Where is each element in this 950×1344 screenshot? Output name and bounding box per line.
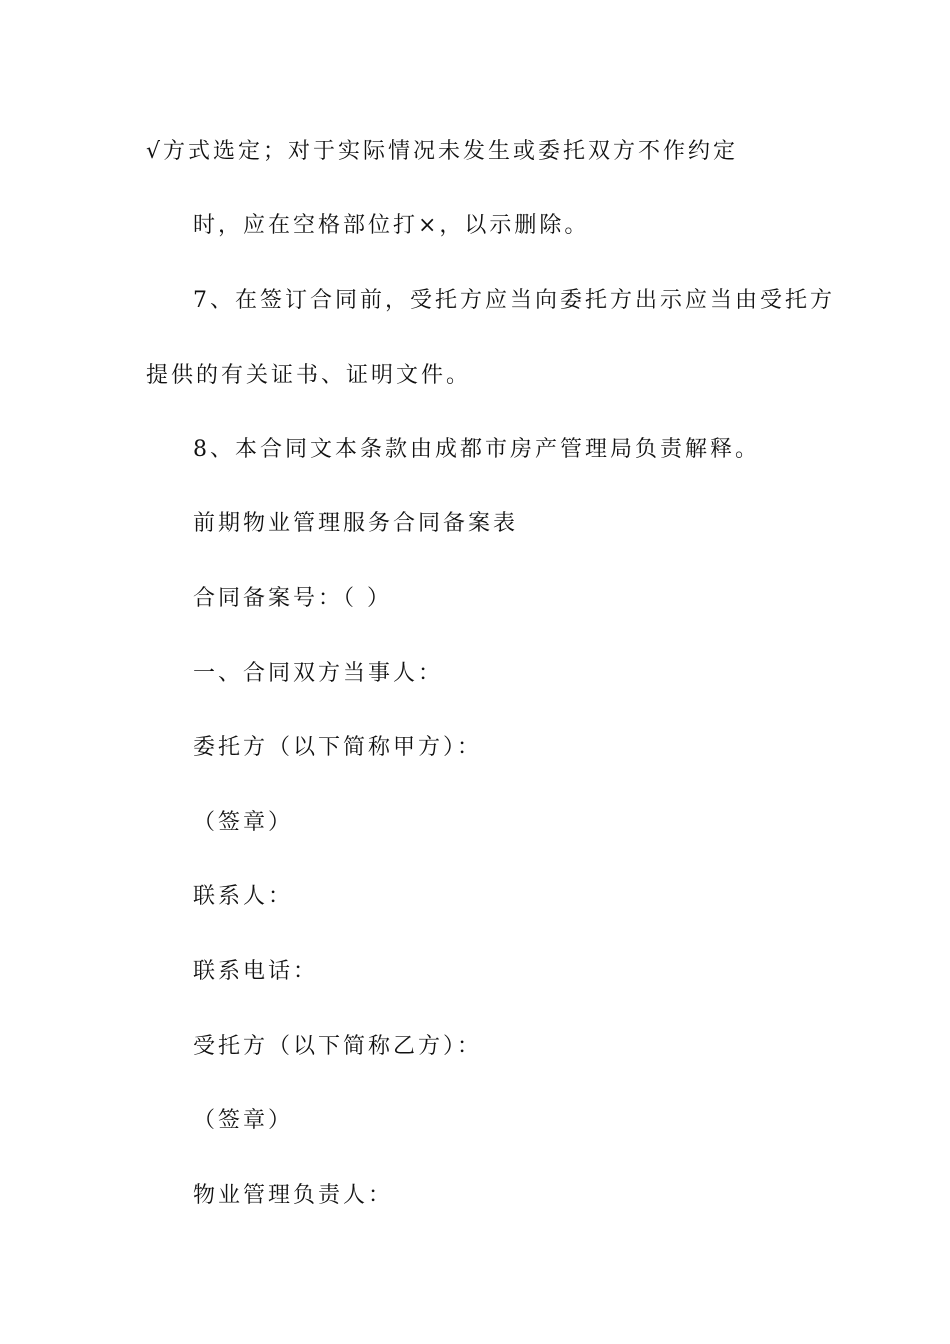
party-a-seal: （签章） [193,810,294,835]
contract-filing-number: 合同备案号：（ ） [193,586,392,611]
paragraph-line: √方式选定；对于实际情况未发生或委托双方不作约定 [146,139,739,164]
paragraph-line: 7、在签订合同前，受托方应当向委托方出示应当由受托方 [193,288,835,313]
paragraph-line: 时，应在空格部位打×，以示删除。 [193,213,590,238]
contact-phone-label: 联系电话： [193,959,319,984]
form-title: 前期物业管理服务合同备案表 [193,511,519,536]
property-manager-label: 物业管理负责人： [193,1183,394,1208]
party-a-label: 委托方（以下简称甲方）： [193,735,483,760]
section-heading: 一、合同双方当事人： [193,661,444,686]
party-b-label: 受托方（以下简称乙方）： [193,1034,483,1059]
paragraph-line: 提供的有关证书、证明文件。 [146,363,472,388]
contact-person-label: 联系人： [193,884,294,909]
paragraph-line: 8、本合同文本条款由成都市房产管理局负责解释。 [193,437,760,462]
party-b-seal: （签章） [193,1108,294,1133]
